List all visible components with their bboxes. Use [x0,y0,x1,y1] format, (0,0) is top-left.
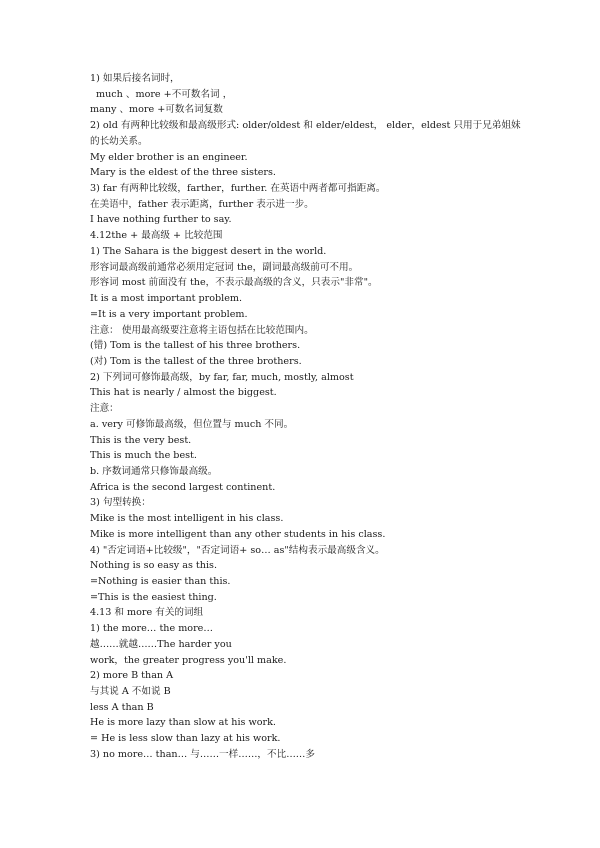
text-line: 3) far 有两种比较级，farther，further. 在英语中两者都可指距离。 [90,183,386,195]
text-line: =Nothing is easier than this. [90,576,231,587]
text-line: 3) no more… than… 与……一样……，不比……多 [90,748,315,760]
section-heading: 4.13 和 more 有关的词组 [90,607,204,619]
text-line: Africa is the second largest continent. [90,481,276,493]
text-line: 1) 如果后接名词时， [90,73,180,84]
text-line: 1) The Sahara is the biggest desert in the world. [90,245,327,257]
text-line: a. very 可修饰最高级，但位置与 much 不同。 [90,418,294,430]
text-line: =It is a very important problem. [90,308,248,320]
text-line: 注意： 使用最高级要注意将主语包括在比较范围内。 [90,324,314,336]
text-line: Mike is the most intelligent in his class. [90,513,284,525]
text-line: 1) the more… the more… [90,623,213,635]
text-line: less A than B [90,701,154,713]
text-line: 注意： [90,403,119,415]
text-line: My elder brother is an engineer. [90,151,248,163]
text-line: (错) Tom is the tallest of his three brothers. [90,340,301,352]
text-line: 在美语中，father 表示距离，further 表示进一步。 [90,198,314,210]
section-heading: 4.12the + 最高级 + 比较范围 [90,230,223,242]
text-line: 2) 下列词可修饰最高级，by far, far, much, mostly, almost [90,371,354,383]
text-line: = He is less slow than lazy at his work. [90,733,281,745]
text-line: b. 序数词通常只修饰最高级。 [90,465,218,477]
text-line: much 、more +不可数名词 ， [96,88,233,100]
text-line: Nothing is so easy as this. [90,560,217,572]
text-line: Mary is the eldest of the three sisters. [90,167,276,179]
text-line: I have nothing further to say. [90,214,232,226]
text-line: (对) Tom is the tallest of the three brothers. [90,355,302,367]
text-line: Mike is more intelligent than any other students in his class. [90,528,386,540]
text-line: 3) 句型转换： [90,497,151,509]
text-line: He is more lazy than slow at his work. [90,717,276,729]
text-line: This is much the best. [90,450,197,462]
text-line: many 、more +可数名词复数 [90,104,223,116]
text-line: 2) old 有两种比较级和最高级形式: older/oldest 和 elder/eldest， elder，eldest 只用于兄弟姐妹的长幼关系。 [90,120,521,147]
text-line: 2) more B than A [90,670,174,682]
text-line: work，the greater progress you'll make. [90,654,287,666]
text-line: It is a most important problem. [90,293,243,305]
text-line: 越……就越……The harder you [90,638,232,650]
text-line: 形容词 most 前面没有 the，不表示最高级的含义，只表示"非常"。 [90,277,378,289]
text-line: 形容词最高级前通常必须用定冠词 the，副词最高级前可不用。 [90,261,359,273]
text-line: 4) "否定词语+比较级"，"否定词语+ so… as"结构表示最高级含义。 [90,544,385,556]
text-line: =This is the easiest thing. [90,591,217,603]
text-line: This is the very best. [90,434,192,446]
text-line: This hat is nearly / almost the biggest. [90,387,277,399]
text-line: 与其说 A 不如说 B [90,686,171,698]
document-body [90,71,530,763]
